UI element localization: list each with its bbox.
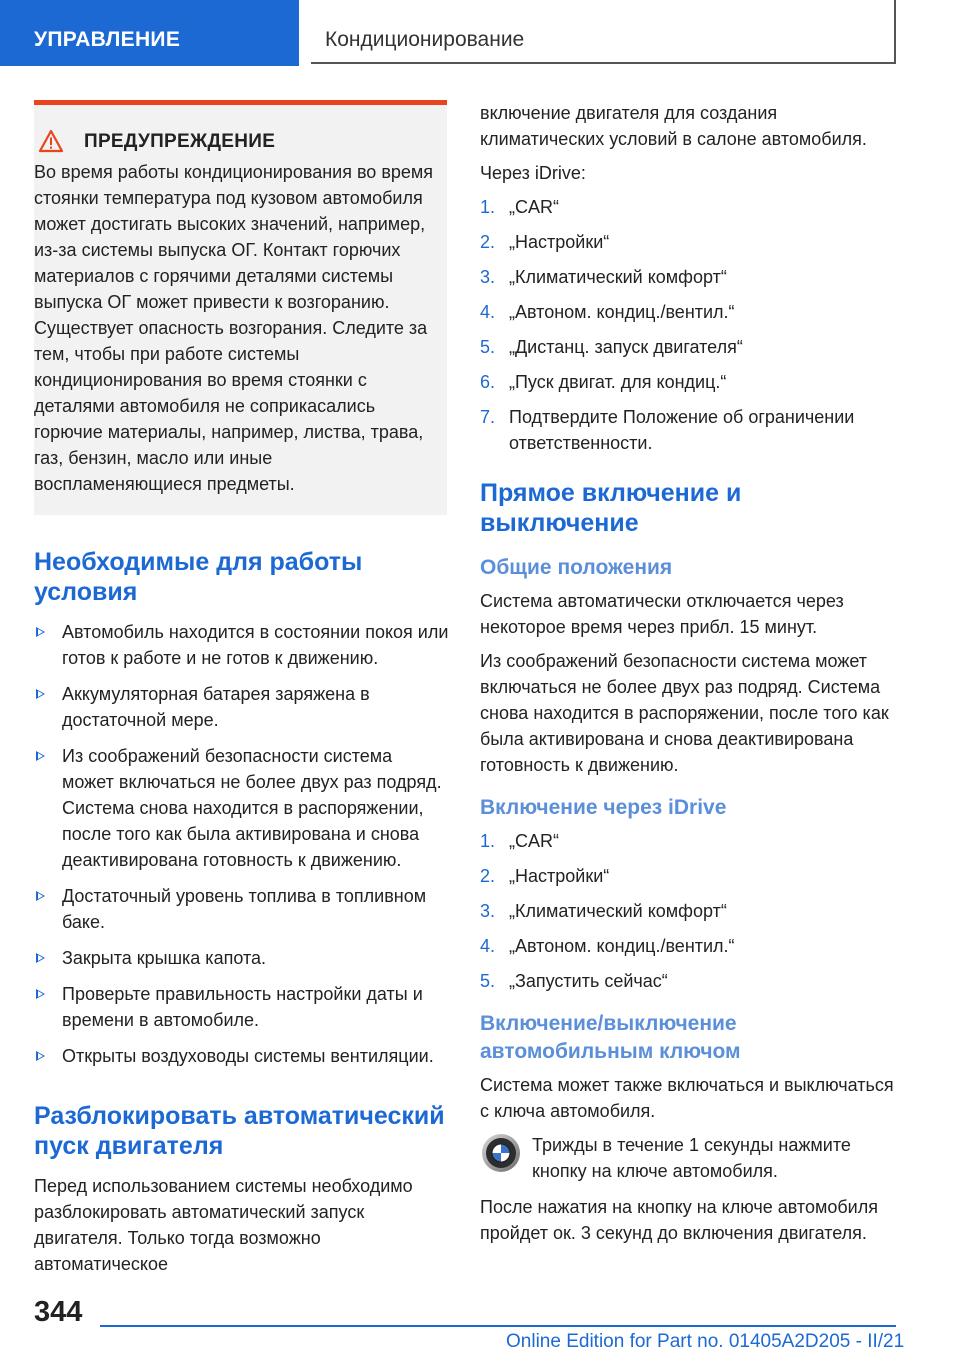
step-text: „Автоном. кондиц./вентил.“	[509, 936, 735, 956]
list-item-text: Аккумуляторная батарея заряжена в достаточной мере.	[62, 684, 370, 730]
step-text: Подтвердите Положение об ограничении ответственности.	[509, 407, 855, 453]
list-item	[34, 1043, 449, 1069]
conditions-list	[34, 619, 449, 1069]
list-item	[480, 933, 895, 959]
step-number: 5.	[480, 971, 496, 991]
list-item-text: Закрыта крышка капота.	[62, 948, 267, 968]
triangle-bullet-icon	[36, 891, 45, 901]
general-heading: Общие положения	[480, 556, 673, 579]
warning-triangle-icon	[38, 129, 78, 155]
idrive-heading: Включение через iDrive	[480, 796, 727, 819]
step-number: 4.	[480, 936, 496, 956]
list-item	[34, 981, 449, 1033]
list-item	[480, 194, 895, 220]
step-number: 1.	[480, 831, 496, 851]
step-number: 3.	[480, 267, 496, 287]
list-item	[480, 299, 895, 325]
page-header	[0, 0, 960, 66]
step-number: 3.	[480, 901, 496, 921]
step-text: „CAR“	[509, 831, 559, 851]
list-item-text: Открыты воздуховоды системы вентиляции.	[62, 1046, 434, 1066]
footer-divider	[100, 1325, 896, 1327]
step-number: 4.	[480, 302, 496, 322]
list-item	[480, 264, 895, 290]
warning-text: Во время работы кондиционирования во время стоянки температура под кузовом автомобиля может достигать высоких значений, например, из-за системы выпуска ОГ. Контакт горючих материалов с горячими деталями системы выпуска ОГ может привести к возгоранию. Существует опасность возгорания. Следите за тем, чтобы при работе системы кондиционирования во время стоянки с деталями автомобиля не соприкасались горючие материалы, например, листва, трава, газ, бензин, масло или иные воспламеняющиеся предметы.	[34, 162, 434, 494]
direct-heading: Прямое включение и выключение	[480, 479, 742, 537]
right-column	[480, 100, 895, 1254]
unlock-steps	[480, 194, 895, 456]
conditions-heading: Необходимые для работы условия	[34, 548, 363, 606]
idrive-steps	[480, 828, 895, 994]
key-instruction-row	[480, 1132, 895, 1184]
step-text: „Климатический комфорт“	[509, 901, 727, 921]
step-text: „Дистанц. запуск двигателя“	[509, 337, 743, 357]
warning-box	[34, 100, 447, 515]
general-text-1: Система автоматически отключается через некоторое время через прибл. 15 минут.	[480, 591, 844, 637]
step-text: „Запустить сейчас“	[509, 971, 668, 991]
edition-note: Online Edition for Part no. 01405A2D205 - II/21	[506, 1331, 905, 1352]
list-item-text: Достаточный уровень топлива в топливном баке.	[62, 886, 427, 932]
step-number: 2.	[480, 866, 496, 886]
step-number: 6.	[480, 372, 496, 392]
general-text-2: Из соображений безопасности система может включаться не более двух раз подряд. Система снова находится в распоряжении, после того как была активирована и снова деактивирована готовность к движению.	[480, 651, 889, 775]
list-item	[34, 945, 449, 971]
step-number: 2.	[480, 232, 496, 252]
list-item	[480, 404, 895, 456]
key-instruction: Трижды в течение 1 секунды нажмите кнопку на ключе автомобиля.	[532, 1135, 851, 1181]
list-item-text: Из соображений безопасности система может включаться не более двух раз подряд. Система снова находится в распоряжении, после того как была активирована и снова деактивирована готовность к движению.	[62, 746, 442, 870]
warning-header	[34, 129, 435, 155]
list-item	[34, 619, 449, 671]
list-item	[480, 863, 895, 889]
step-text: „CAR“	[509, 197, 559, 217]
list-item-text: Автомобиль находится в состоянии покоя или готов к работе и не готов к движению.	[62, 622, 449, 668]
list-item	[480, 828, 895, 854]
step-text: „Автоном. кондиц./вентил.“	[509, 302, 735, 322]
list-item	[480, 968, 895, 994]
key-text-1: Система может также включаться и выключаться с ключа автомобиля.	[480, 1075, 894, 1121]
unlock-text: Перед использованием системы необходимо разблокировать автоматический запуск двигателя. Только тогда возможно автоматическое	[34, 1176, 413, 1274]
chapter-title: Кондиционирование	[311, 0, 896, 64]
page-number: 344	[34, 1296, 83, 1328]
unlock-text-continued: включение двигателя для создания климатических условий в салоне автомобиля.	[480, 103, 867, 149]
unlock-heading: Разблокировать автоматический пуск двигателя	[34, 1102, 445, 1160]
step-number: 1.	[480, 197, 496, 217]
list-item	[480, 229, 895, 255]
step-text: „Настройки“	[509, 866, 610, 886]
list-item	[480, 334, 895, 360]
triangle-bullet-icon	[36, 953, 45, 963]
section-tab: УПРАВЛЕНИЕ	[0, 0, 299, 66]
idrive-intro: Через iDrive:	[480, 163, 586, 183]
triangle-bullet-icon	[36, 751, 45, 761]
key-heading: Включение/выключение автомобильным ключом	[480, 1012, 741, 1063]
list-item	[34, 743, 449, 873]
list-item	[480, 369, 895, 395]
left-column	[34, 100, 449, 1285]
list-item	[34, 883, 449, 935]
triangle-bullet-icon	[36, 627, 45, 637]
warning-title: ПРЕДУПРЕЖДЕНИЕ	[84, 131, 276, 152]
key-text-2: После нажатия на кнопку на ключе автомобиля пройдет ок. 3 секунд до включения двигателя.	[480, 1197, 878, 1243]
step-text: „Пуск двигат. для кондиц.“	[509, 372, 727, 392]
step-text: „Настройки“	[509, 232, 610, 252]
triangle-bullet-icon	[36, 989, 45, 999]
step-number: 5.	[480, 337, 496, 357]
list-item	[34, 681, 449, 733]
list-item-text: Проверьте правильность настройки даты и времени в автомобиле.	[62, 984, 423, 1030]
triangle-bullet-icon	[36, 689, 45, 699]
step-number: 7.	[480, 407, 496, 427]
step-text: „Климатический комфорт“	[509, 267, 727, 287]
list-item	[480, 898, 895, 924]
car-key-icon	[480, 1132, 522, 1174]
triangle-bullet-icon	[36, 1051, 45, 1061]
